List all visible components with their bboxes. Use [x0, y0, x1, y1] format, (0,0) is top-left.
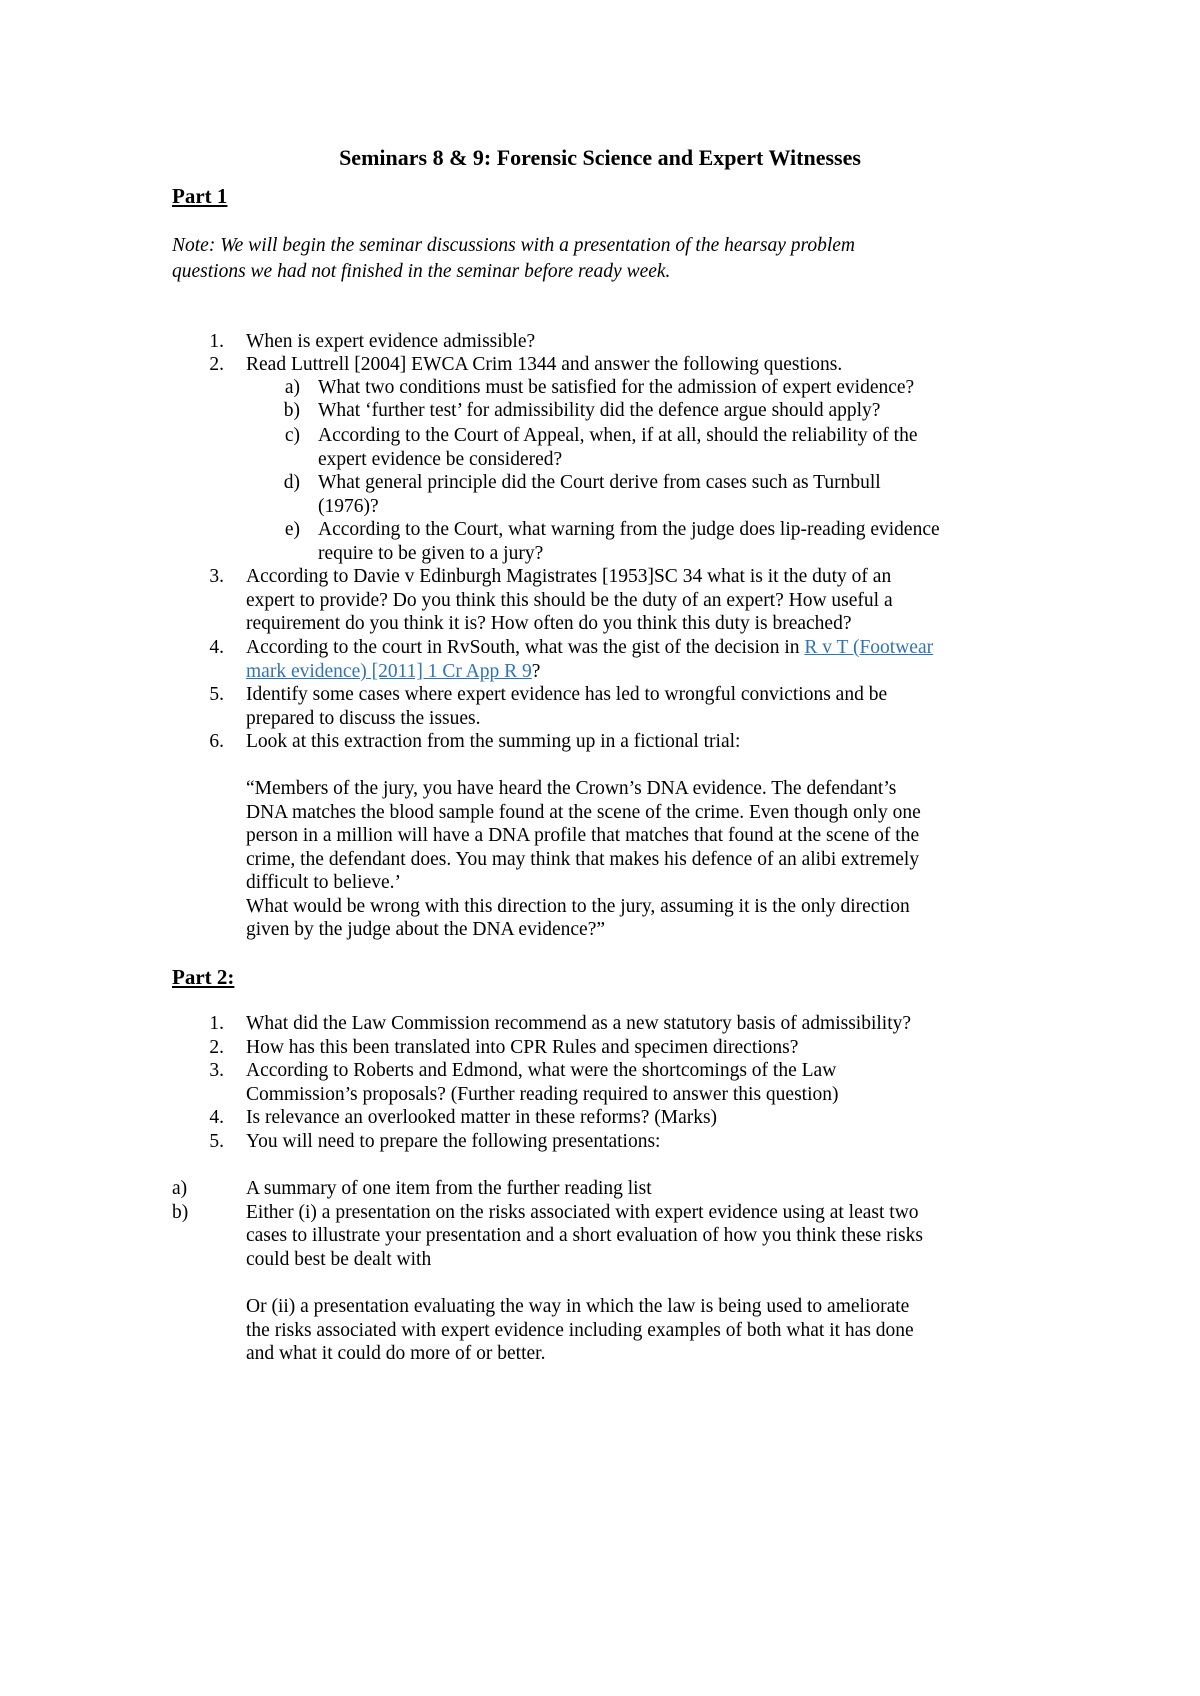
presentation-b-line-2: cases to illustrate your presentation and a short evaluation of how you think these risks	[246, 1225, 923, 1246]
p1-q6-number: 6.	[209, 731, 224, 752]
p1-q2e-line-1: According to the Court, what warning from the judge does lip-reading evidence	[318, 519, 940, 540]
quote-line-7: given by the judge about the DNA evidence?”	[246, 919, 606, 940]
p1-q1-text: When is expert evidence admissible?	[246, 331, 536, 352]
part-1-heading: Part 1	[172, 184, 228, 208]
presentation-b-line-3: could best be dealt with	[246, 1249, 432, 1270]
p1-q3-line-3: requirement do you think it is? How often do you think this duty is breached?	[246, 613, 852, 634]
quote-line-5: difficult to believe.’	[246, 872, 402, 893]
p1-q4-suffix: ?	[531, 661, 541, 682]
note-line-2: questions we had not finished in the seminar before ready week.	[172, 261, 671, 282]
seminar-note	[172, 233, 1032, 285]
p2-q3-line-2: Commission’s proposals? (Further reading required to answer this question)	[246, 1084, 839, 1105]
presentation-a-label: a)	[172, 1178, 188, 1199]
quote-line-3: person in a million will have a DNA profile that matches that found at the scene of the	[246, 825, 920, 846]
p1-q2d-label: d)	[283, 472, 300, 493]
part-2-heading: Part 2:	[172, 965, 235, 989]
quote-line-1: “Members of the jury, you have heard the Crown’s DNA evidence. The defendant’s	[246, 778, 897, 799]
p1-q5-number: 5.	[209, 684, 224, 705]
p1-q2b-text: What ‘further test’ for admissibility did the defence argue should apply?	[318, 400, 881, 421]
p2-q3-line-1: According to Roberts and Edmond, what were the shortcomings of the Law	[246, 1060, 837, 1081]
presentation-b2-line-1: Or (ii) a presentation evaluating the way in which the law is being used to ameliorate	[246, 1296, 910, 1317]
presentation-b-label: b)	[172, 1202, 189, 1223]
p1-q2a-text: What two conditions must be satisfied for the admission of expert evidence?	[318, 377, 915, 398]
p1-q2c-label: c)	[284, 425, 300, 446]
p1-q4-line-1	[246, 635, 933, 661]
presentation-b2-line-2: the risks associated with expert evidence including examples of both what it has done	[246, 1320, 914, 1341]
presentation-a-text: A summary of one item from the further reading list	[246, 1178, 652, 1199]
p2-q1-number: 1.	[209, 1013, 224, 1034]
p1-q2d-line-2: (1976)?	[318, 496, 379, 517]
p1-q2e-line-2: require to be given to a jury?	[318, 543, 544, 564]
p1-q3-line-2: expert to provide? Do you think this should be the duty of an expert? How useful a	[246, 590, 893, 611]
p1-q4-prefix: According to the court in RvSouth, what was the gist of the decision in	[246, 637, 805, 658]
p2-q2-text: How has this been translated into CPR Rules and specimen directions?	[246, 1037, 799, 1058]
note-line-1: Note: We will begin the seminar discussions with a presentation of the hearsay problem	[172, 235, 855, 256]
p1-q2c-line-2: expert evidence be considered?	[318, 449, 563, 470]
p1-q2-number: 2.	[209, 354, 224, 375]
presentation-b-line-1: Either (i) a presentation on the risks associated with expert evidence using at least two	[246, 1202, 919, 1223]
p2-q4-text: Is relevance an overlooked matter in these reforms? (Marks)	[246, 1107, 718, 1128]
case-link-r-v-t-footwear[interactable]: R v T (Footwear	[804, 637, 934, 658]
p2-q5-number: 5.	[209, 1131, 224, 1152]
presentation-b2-line-3: and what it could do more of or better.	[246, 1343, 546, 1364]
p1-q3-line-1: According to Davie v Edinburgh Magistrates [1953]SC 34 what is it the duty of an	[246, 566, 892, 587]
p1-q2c-line-1: According to the Court of Appeal, when, if at all, should the reliability of the	[318, 425, 918, 446]
p1-q2a-label: a)	[284, 377, 300, 398]
p2-q2-number: 2.	[209, 1037, 224, 1058]
p1-q6-text: Look at this extraction from the summing up in a fictional trial:	[246, 731, 741, 752]
p1-q2d-line-1: What general principle did the Court derive from cases such as Turnbull	[318, 472, 881, 493]
p2-q5-text: You will need to prepare the following presentations:	[246, 1131, 661, 1152]
p1-q2e-label: e)	[284, 519, 300, 540]
p1-q5-line-2: prepared to discuss the issues.	[246, 708, 481, 729]
p1-q3-number: 3.	[209, 566, 224, 587]
quote-line-4: crime, the defendant does. You may think that makes his defence of an alibi extremely	[246, 849, 920, 870]
quote-line-6: What would be wrong with this direction to the jury, assuming it is the only direction	[246, 896, 910, 917]
case-link-r-v-t-footwear-cont[interactable]: mark evidence) [2011] 1 Cr App R 9	[246, 661, 532, 682]
p1-q5-line-1: Identify some cases where expert evidence has led to wrongful convictions and be	[246, 684, 888, 705]
quote-line-2: DNA matches the blood sample found at the scene of the crime. Even though only one	[246, 802, 921, 823]
p1-q4-number: 4.	[209, 637, 224, 658]
p1-q1-number: 1.	[209, 331, 224, 352]
p1-q2-text: Read Luttrell [2004] EWCA Crim 1344 and answer the following questions.	[246, 354, 843, 375]
p2-q4-number: 4.	[209, 1107, 224, 1128]
p1-q2b-label: b)	[283, 400, 300, 421]
p2-q3-number: 3.	[209, 1060, 224, 1081]
document-title: Seminars 8 & 9: Forensic Science and Expert Witnesses	[339, 145, 861, 170]
p2-q1-text: What did the Law Commission recommend as a new statutory basis of admissibility?	[246, 1013, 912, 1034]
